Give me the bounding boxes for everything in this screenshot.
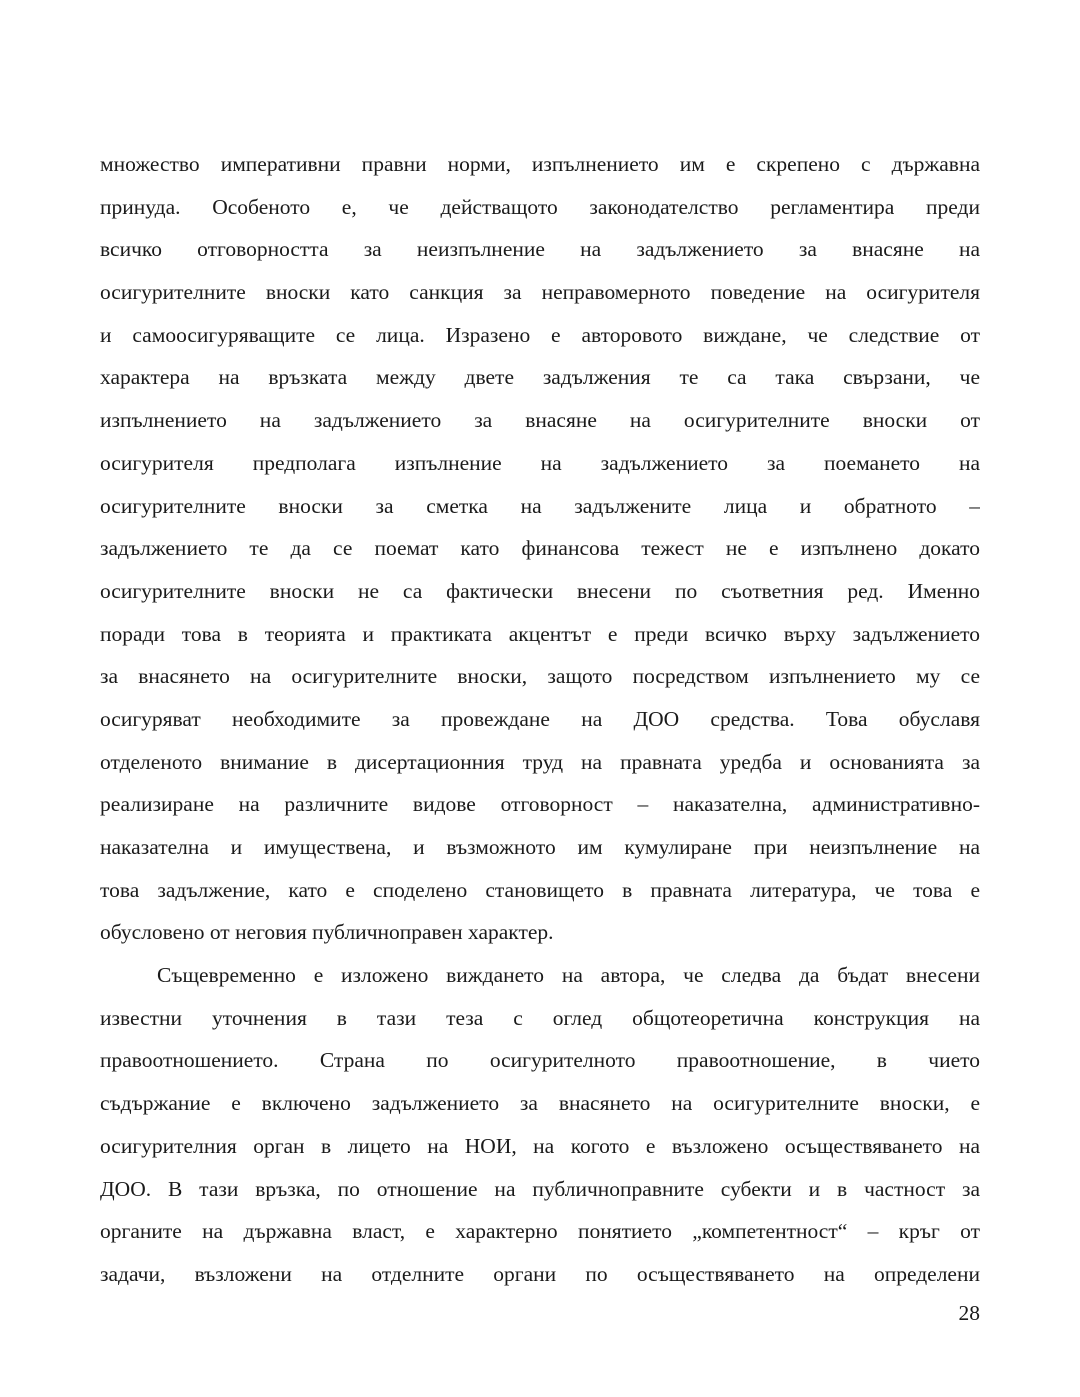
paragraph-1-line-19: обусловено от неговия публичноправен характер. <box>100 920 554 945</box>
paragraph-2-line-3: правоотношението. Страна по осигурителното правоотношение, в чието <box>100 1048 980 1073</box>
paragraph-1-line-15: отделеното внимание в дисертационния труд на правната уредба и основанията за <box>100 749 980 774</box>
paragraph-1-line-9: осигурителните вноски за сметка на задължените лица и обратното – <box>100 493 980 518</box>
paragraph-1-line-10: задължението те да се поемат като финансова тежест не е изпълнено докато <box>100 536 980 561</box>
paragraph-1-line-6: характера на връзката между двете задължения те са така свързани, че <box>100 365 980 390</box>
paragraph-1-line-18: това задължение, като е споделено становището в правната литература, че това е <box>100 877 980 902</box>
paragraph-1-line-13: за внасянето на осигурителните вноски, защото посредством изпълнението му се <box>100 664 980 689</box>
paragraph-1-line-16: реализиране на различните видове отговорност – наказателна, административно- <box>100 792 980 817</box>
paragraph-1-line-3: всичко отговорността за неизпълнение на задължението за внасяне на <box>100 237 980 262</box>
body-text <box>100 143 980 1296</box>
paragraph-2-line-5: осигурителния орган в лицето на НОИ, на когото е възложено осъществяването на <box>100 1133 980 1158</box>
paragraph-1-line-12: поради това в теорията и практиката акцентът е преди всичко върху задължението <box>100 621 980 646</box>
paragraph-1-line-2: принуда. Особеното е, че действащото законодателство регламентира преди <box>100 194 980 219</box>
paragraph-1-line-7: изпълнението на задължението за внасяне на осигурителните вноски от <box>100 408 980 433</box>
paragraph-2-line-2: известни уточнения в тази теза с оглед общотеоретична конструкция на <box>100 1005 980 1030</box>
paragraph-2-line-6: ДОО. В тази връзка, по отношение на публичноправните субекти и в частност за <box>100 1176 980 1201</box>
paragraph-2-line-1: Същевременно е изложено виждането на автора, че следва да бъдат внесени <box>157 963 980 988</box>
paragraph-1-line-1: множество императивни правни норми, изпълнението им е скрепено с държавна <box>100 152 980 176</box>
paragraph-1-line-17: наказателна и имуществена, и възможното им кумулиране при неизпълнение на <box>100 835 980 859</box>
paragraph-2-line-8: задачи, възложени на отделните органи по осъществяването на определени <box>100 1261 980 1286</box>
paragraph-1-line-4: осигурителните вноски като санкция за неправомерното поведение на осигурителя <box>100 280 980 305</box>
paragraph-1-line-14: осигуряват необходимите за провеждане на ДОО средства. Това обуславя <box>100 706 980 731</box>
paragraph-2-line-4: съдържание е включено задължението за внасянето на осигурителните вноски, е <box>100 1091 980 1116</box>
paragraph-2-line-7: органите на държавна власт, е характерно понятието „компетентност“ – кръг от <box>100 1219 980 1244</box>
paragraph-1-line-5: и самоосигуряващите се лица. Изразено е авторовото виждане, че следствие от <box>100 322 980 347</box>
paragraph-1-line-8: осигурителя предполага изпълнение на задължението за поемането на <box>100 450 980 475</box>
page-number: 28 <box>958 1301 980 1325</box>
paragraph-1-line-11: осигурителните вноски не са фактически внесени по съответния ред. Именно <box>100 578 980 603</box>
